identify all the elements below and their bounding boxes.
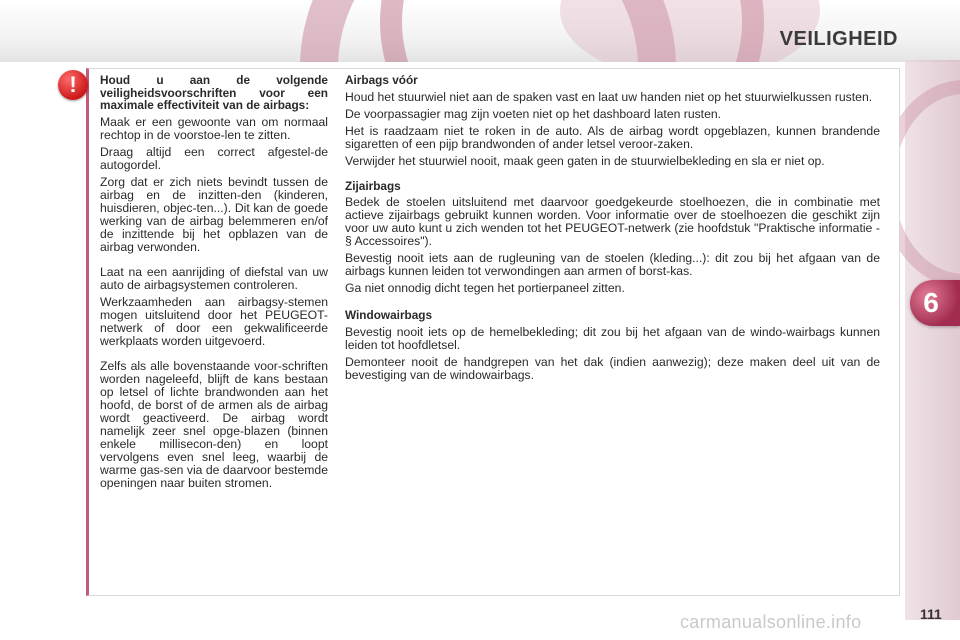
warning-paragraph: Zelfs als alle bovenstaande voor-schriften worden nageleefd, blijft de kans bestaan op letsel of lichte brandwonden aan het hoofd, de borst of de armen als de airbag wordt geactiveerd. De airbag wordt namelijk zeer snel opge-blazen (binnen enkele millisecon-den) en loopt vervolgens even snel leeg, waarbij de warme gas-sen via de daarvoor bestemde openingen naar buiten stromen. [100,358,328,490]
warning-paragraph: Zorg dat er zich niets bevindt tussen de airbag en de inzitten-den (kinderen, huisdieren, objec-ten...). Dit kan de goede werking van de airbag belemmeren en/of de inzittende bij het opblazen van de airbag verwonden. [100,174,328,254]
exclamation-icon: ! [58,70,88,100]
section-paragraph: De voorpassagier mag zijn voeten niet op het dashboard laten rusten. [345,106,722,121]
section-paragraph: Bevestig nooit iets aan de rugleuning van de stoelen (kleding...): dit zou bij het afgaan van de airbags kunnen leiden tot verwondingen aan armen of borst-kas. [345,251,880,278]
section-paragraph: Bevestig nooit iets op de hemelbekleding; dit zou bij het afgaan van de windo-wairbags kunnen leiden tot hoofdletsel. [345,324,880,352]
warning-heading: Houd u aan de volgende veiligheidsvoorschriften voor een maximale effectiviteit van de airbags: [100,73,328,112]
section-paragraph: Demonteer nooit de handgrepen van het dak (indien aanwezig); deze maken deel uit van de bevestiging van de windowairbags. [345,354,880,382]
section-heading-side-airbags: Zijairbags [345,178,401,193]
page-number: 111 [920,606,942,622]
section-paragraph: Bedek de stoelen uitsluitend met daarvoor goedgekeurde stoelhoezen, die in combinatie met actieve zijairbags gebruikt kunnen worden. Voor informatie over de stoelhoezen die geschikt zijn voor uw auto kunt u zich wenden tot het PEUGEOT-netwerk (zie hoofdstuk "Praktische informatie - § Accessoires"). [345,195,880,248]
section-paragraph: Het is raadzaam niet te roken in de auto. Als de airbag wordt opgeblazen, kunnen brandende sigaretten of een pijp brandwonden of ander letsel veroor-zaken. [345,123,880,151]
warning-column [100,74,328,494]
warning-paragraph: Laat na een aanrijding of diefstal van uw auto de airbagsystemen controleren. [100,264,328,292]
main-column [345,74,880,386]
chapter-number: 6 [923,287,939,318]
section-heading-front-airbags: Airbags vóór [345,73,418,87]
section-paragraph: Ga niet onnodig dicht tegen het portierpaneel zitten. [345,281,625,295]
section-paragraph: Houd het stuurwiel niet aan de spaken vast en laat uw handen niet op het stuurwielkussen rusten. [345,89,873,104]
section-title: VEILIGHEID [779,28,898,50]
section-paragraph: Verwijder het stuurwiel nooit, maak geen gaten in de stuurwielbekleding en sla er niet op. [345,153,825,168]
warning-paragraph: Maak er een gewoonte van om normaal rechtop in de voorstoe-len te zitten. [100,114,328,142]
warning-paragraph: Draag altijd een correct afgestel-de autogordel. [100,144,328,172]
warning-paragraph: Werkzaamheden aan airbagsy-stemen mogen uitsluitend door het PEUGEOT-netwerk of door een gekwalificeerde werkplaats worden uitgevoerd. [100,294,328,348]
chapter-tab[interactable] [910,280,960,326]
section-heading-window-airbags: Windowairbags [345,308,433,322]
watermark: carmanualsonline.info [680,612,862,632]
